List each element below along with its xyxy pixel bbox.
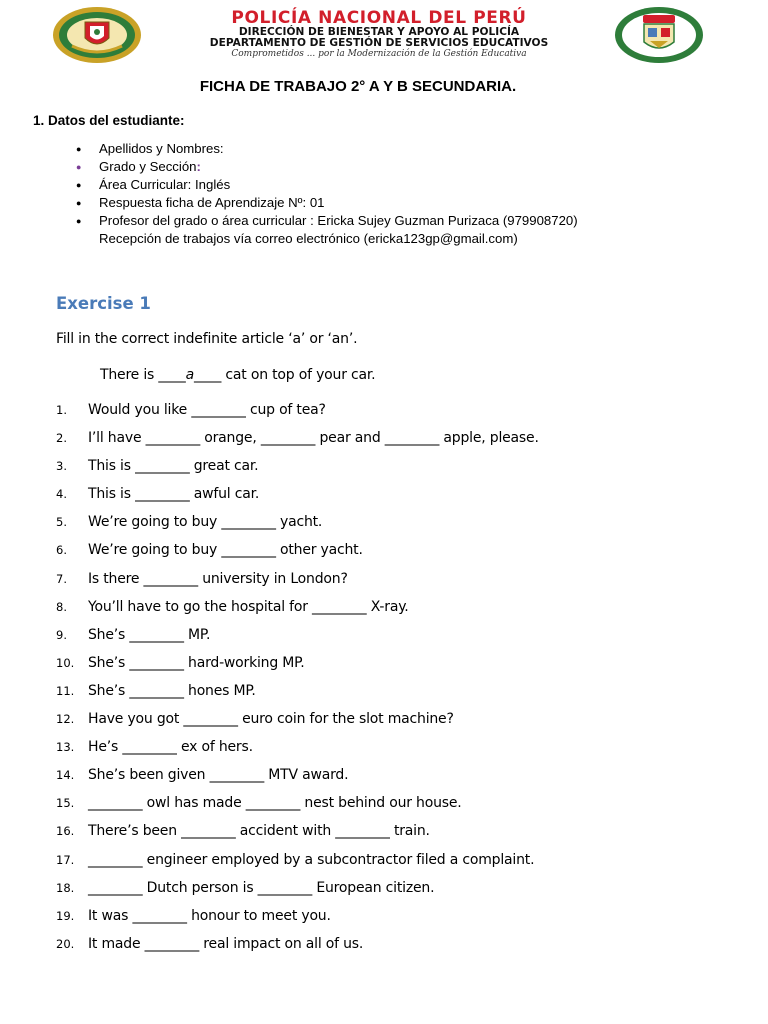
- exercise-item: [56, 679, 736, 707]
- item-text: I’ll have ________ orange, ________ pear and ________ apple, please.: [88, 430, 539, 447]
- student-section-heading: 1. Datos del estudiante:: [33, 113, 185, 128]
- exercise-title: Exercise 1: [56, 294, 151, 313]
- item-number: 13.: [56, 740, 75, 755]
- exercise-item: [56, 454, 736, 482]
- item-text: Have you got ________ euro coin for the slot machine?: [88, 711, 454, 728]
- exercise-item: [56, 623, 736, 651]
- exercise-item: [56, 876, 736, 904]
- exercise-instruction: Fill in the correct indefinite article ‘a’ or ‘an’.: [56, 331, 358, 347]
- exercise-item: [56, 819, 736, 847]
- item-text: It made ________ real impact on all of us.: [88, 935, 364, 952]
- item-number: 14.: [56, 768, 75, 783]
- list-item: [76, 140, 578, 158]
- item-number: 20.: [56, 936, 75, 951]
- item-text: ________ owl has made ________ nest behind our house.: [88, 795, 462, 812]
- exercise-item: [56, 567, 736, 595]
- item-number: 8.: [56, 599, 67, 614]
- item-text: We’re going to buy ________ other yacht.: [88, 542, 363, 559]
- school-shield-logo: [614, 6, 704, 64]
- exercise-item: [56, 707, 736, 735]
- exercise-items: [56, 398, 736, 960]
- item-number: 12.: [56, 712, 75, 727]
- grade-section-label: Grado y Sección: [99, 159, 197, 174]
- item-text: She’s ________ MP.: [88, 626, 211, 643]
- worksheet-number-label: Respuesta ficha de Aprendizaje Nº: 01: [99, 195, 325, 210]
- teacher-label: Profesor del grado o área curricular : Ericka Sujey Guzman Purizaca (979908720): [99, 213, 578, 228]
- item-text: This is ________ great car.: [88, 458, 259, 475]
- item-number: 4.: [56, 487, 67, 502]
- bullet-icon: ●: [76, 144, 82, 154]
- item-number: 17.: [56, 852, 75, 867]
- exercise-item: [56, 426, 736, 454]
- email-reception-note: Recepción de trabajos vía correo electrónico (ericka123gp@gmail.com): [99, 231, 518, 246]
- item-text: She’s been given ________ MTV award.: [88, 767, 349, 784]
- item-number: 15.: [56, 796, 75, 811]
- item-number: 6.: [56, 543, 67, 558]
- bullet-icon: ●: [76, 198, 82, 208]
- exercise-item: [56, 848, 736, 876]
- item-text: ________ Dutch person is ________ European citizen.: [88, 879, 435, 896]
- item-number: 18.: [56, 880, 75, 895]
- list-item: [76, 194, 578, 212]
- exercise-item: [56, 651, 736, 679]
- bullet-icon: ●: [76, 162, 82, 172]
- header-text-block: [146, 10, 612, 60]
- exercise-item: [56, 932, 736, 960]
- list-item: [76, 176, 578, 194]
- item-text: ________ engineer employed by a subcontractor filed a complaint.: [88, 851, 535, 868]
- item-text: You’ll have to go the hospital for ________ X-ray.: [88, 598, 409, 615]
- exercise-item: [56, 595, 736, 623]
- item-number: 16.: [56, 824, 75, 839]
- item-number: 1.: [56, 403, 67, 417]
- item-text: We’re going to buy ________ yacht.: [88, 514, 323, 531]
- item-text: She’s ________ hard-working MP.: [88, 654, 305, 671]
- exercise-item: [56, 763, 736, 791]
- item-number: 2.: [56, 431, 67, 446]
- item-number: 10.: [56, 655, 75, 670]
- exercise-item: [56, 398, 736, 426]
- example-before: There is ____: [100, 367, 186, 383]
- exercise-item: [56, 510, 736, 538]
- item-number: 7.: [56, 571, 67, 586]
- student-name-label: Apellidos y Nombres:: [99, 141, 224, 156]
- exercise-example: [100, 367, 375, 383]
- header-institution-name: POLICÍA NACIONAL DEL PERÚ: [231, 8, 527, 28]
- item-text: There’s been ________ accident with ________ train.: [88, 823, 430, 840]
- grade-section-colon: :: [196, 159, 201, 174]
- page-title: FICHA DE TRABAJO 2° A Y B SECUNDARIA.: [199, 78, 517, 95]
- bullet-icon: ●: [76, 216, 82, 226]
- item-text: This is ________ awful car.: [88, 486, 260, 503]
- list-item: [76, 212, 578, 230]
- item-text: It was ________ honour to meet you.: [88, 907, 331, 924]
- item-number: 9.: [56, 627, 67, 642]
- item-number: 5.: [56, 515, 67, 530]
- item-number: 19.: [56, 908, 75, 923]
- exercise-item: [56, 904, 736, 932]
- curricular-area-label: Área Curricular: Inglés: [99, 177, 231, 192]
- item-number: 11.: [56, 683, 75, 698]
- police-crest-logo: [52, 6, 142, 64]
- item-number: 3.: [56, 459, 67, 474]
- bullet-icon: ●: [76, 180, 82, 190]
- student-data-list: [76, 140, 578, 248]
- example-answer: a: [185, 367, 194, 383]
- header-motto: Comprometidos ... por la Modernización de la Gestión Educativa: [231, 49, 527, 59]
- item-text: Would you like ________ cup of tea?: [88, 402, 326, 418]
- institution-header: [52, 6, 704, 64]
- exercise-item: [56, 482, 736, 510]
- header-department: DEPARTAMENTO DE GESTIÓN DE SERVICIOS EDUCATIVOS: [209, 37, 549, 49]
- list-item: [76, 158, 578, 176]
- exercise-item: [56, 791, 736, 819]
- example-after: ____ cat on top of your car.: [193, 367, 376, 383]
- exercise-item: [56, 735, 736, 763]
- item-text: He’s ________ ex of hers.: [88, 739, 253, 756]
- header-direction: DIRECCIÓN DE BIENESTAR Y APOYO AL POLICÍA: [238, 26, 520, 38]
- exercise-item: [56, 538, 736, 566]
- item-text: She’s ________ hones MP.: [88, 682, 256, 699]
- item-text: Is there ________ university in London?: [88, 570, 348, 587]
- list-item: [76, 230, 578, 248]
